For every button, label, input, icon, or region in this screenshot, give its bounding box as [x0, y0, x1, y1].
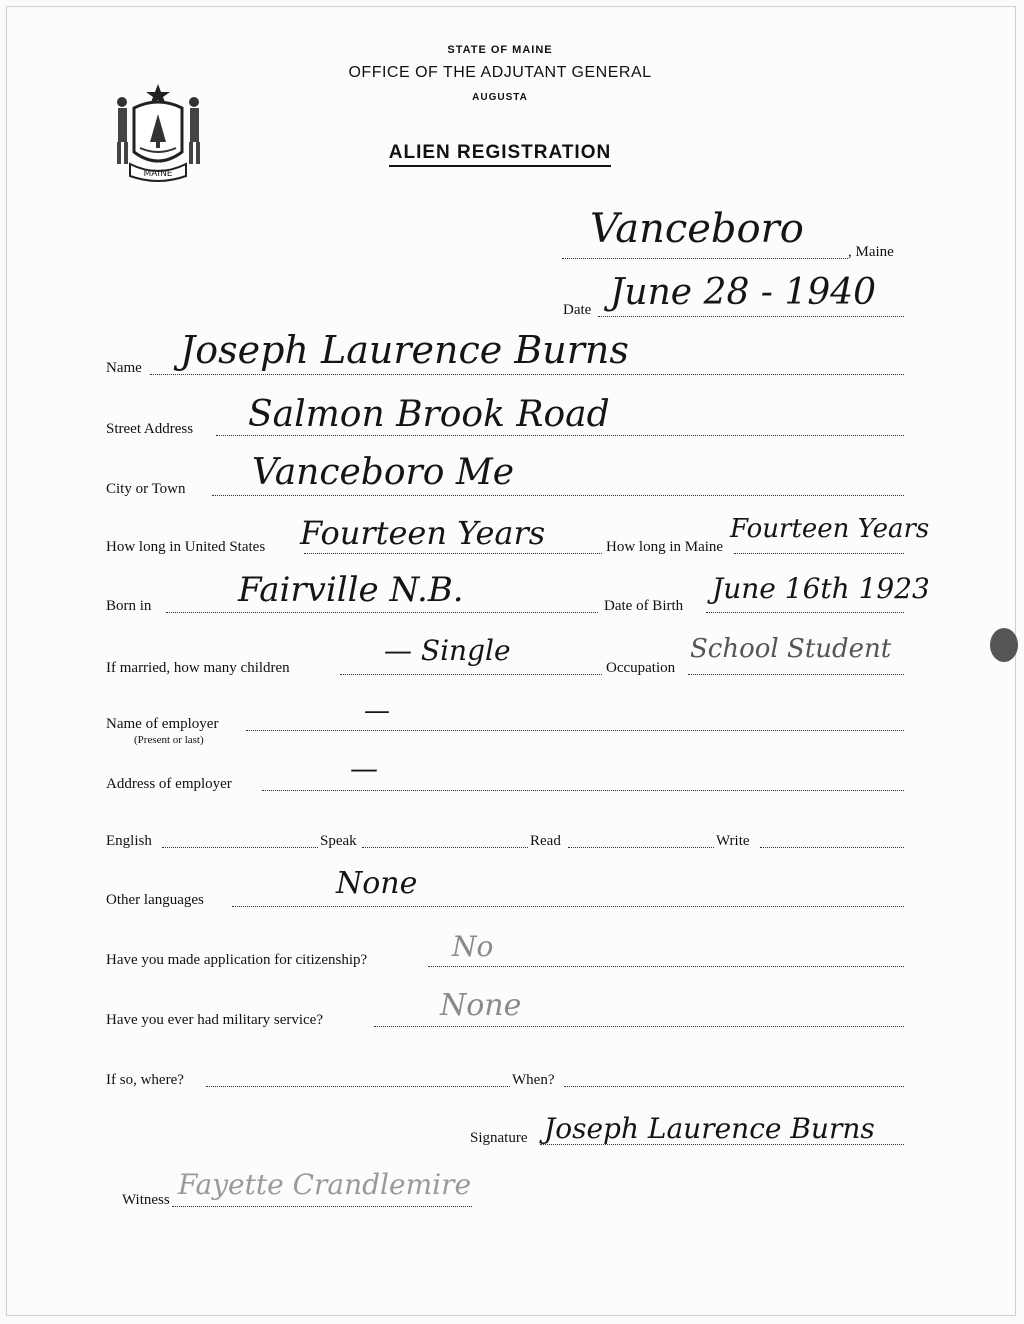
read-line [568, 847, 714, 848]
dob-value: June 16th 1923 [712, 572, 930, 605]
occupation-label: Occupation [606, 660, 676, 676]
military-line [374, 1026, 904, 1027]
ink-blot [990, 628, 1018, 662]
us-long-label: How long in United States [106, 539, 266, 555]
city-town-line [212, 495, 904, 496]
employer-name-value: — [364, 696, 390, 726]
citizenship-value: No [452, 930, 494, 963]
us-long-value: Fourteen Years [300, 514, 546, 552]
svg-text:MAINE: MAINE [143, 169, 173, 179]
street-label: Street Address [106, 421, 194, 437]
header-city: AUGUSTA [472, 92, 528, 103]
dob-line [706, 612, 904, 613]
place-line [562, 258, 848, 259]
employer-name-label: Name of employer [106, 716, 219, 732]
employer-address-label: Address of employer [106, 776, 232, 792]
when-label: When? [512, 1072, 555, 1088]
born-in-label: Born in [106, 598, 152, 614]
maine-long-label: How long in Maine [606, 539, 724, 555]
write-label: Write [716, 833, 750, 849]
witness-line [172, 1206, 472, 1207]
date-line [598, 316, 904, 317]
witness-value: Fayette Crandlemire [178, 1168, 472, 1201]
us-long-line [304, 553, 602, 554]
read-label: Read [530, 833, 561, 849]
occupation-line [688, 674, 904, 675]
occupation-value: School Student [690, 634, 892, 664]
name-value: Joseph Laurence Burns [180, 328, 629, 372]
employer-note-label: (Present or last) [134, 734, 204, 746]
speak-label: Speak [320, 833, 357, 849]
when-line [564, 1086, 904, 1087]
street-line [216, 435, 904, 436]
military-label: Have you ever had military service? [106, 1012, 323, 1028]
if-so-where-line [206, 1086, 510, 1087]
english-line [162, 847, 318, 848]
maine-suffix-label: , Maine [848, 244, 894, 260]
date-label: Date [563, 302, 592, 318]
form-title: ALIEN REGISTRATION [300, 142, 700, 164]
header-office: OFFICE OF THE ADJUTANT GENERAL [348, 64, 652, 81]
city-town-value: Vanceboro Me [252, 452, 515, 493]
employer-address-line [262, 790, 904, 791]
other-languages-line [232, 906, 904, 907]
maine-state-seal-icon [104, 82, 212, 182]
name-label: Name [106, 360, 142, 376]
other-languages-value: None [336, 866, 418, 901]
signature-value: Joseph Laurence Burns [544, 1112, 875, 1145]
children-line [340, 674, 602, 675]
name-line [150, 374, 904, 375]
citizenship-label: Have you made application for citizenship? [106, 952, 368, 968]
if-so-where-label: If so, where? [106, 1072, 184, 1088]
witness-label: Witness [122, 1192, 170, 1208]
place-value: Vanceboro [590, 206, 804, 252]
city-town-label: City or Town [106, 481, 186, 497]
employer-address-value: — [350, 752, 378, 785]
street-value: Salmon Brook Road [248, 394, 610, 435]
maine-long-value: Fourteen Years [730, 514, 930, 544]
children-value: — Single [384, 634, 511, 667]
born-in-value: Fairville N.B. [238, 570, 464, 610]
dob-label: Date of Birth [604, 598, 684, 614]
speak-line [362, 847, 528, 848]
header-state: STATE OF MAINE [447, 44, 553, 56]
born-in-line [166, 612, 598, 613]
write-line [760, 847, 904, 848]
children-label: If married, how many children [106, 660, 290, 676]
date-value: June 28 - 1940 [610, 272, 877, 313]
citizenship-line [428, 966, 904, 967]
signature-label: Signature [470, 1130, 528, 1146]
military-value: None [440, 988, 522, 1023]
employer-name-line [246, 730, 904, 731]
other-languages-label: Other languages [106, 892, 204, 908]
english-label: English [106, 833, 152, 849]
maine-long-line [734, 553, 904, 554]
